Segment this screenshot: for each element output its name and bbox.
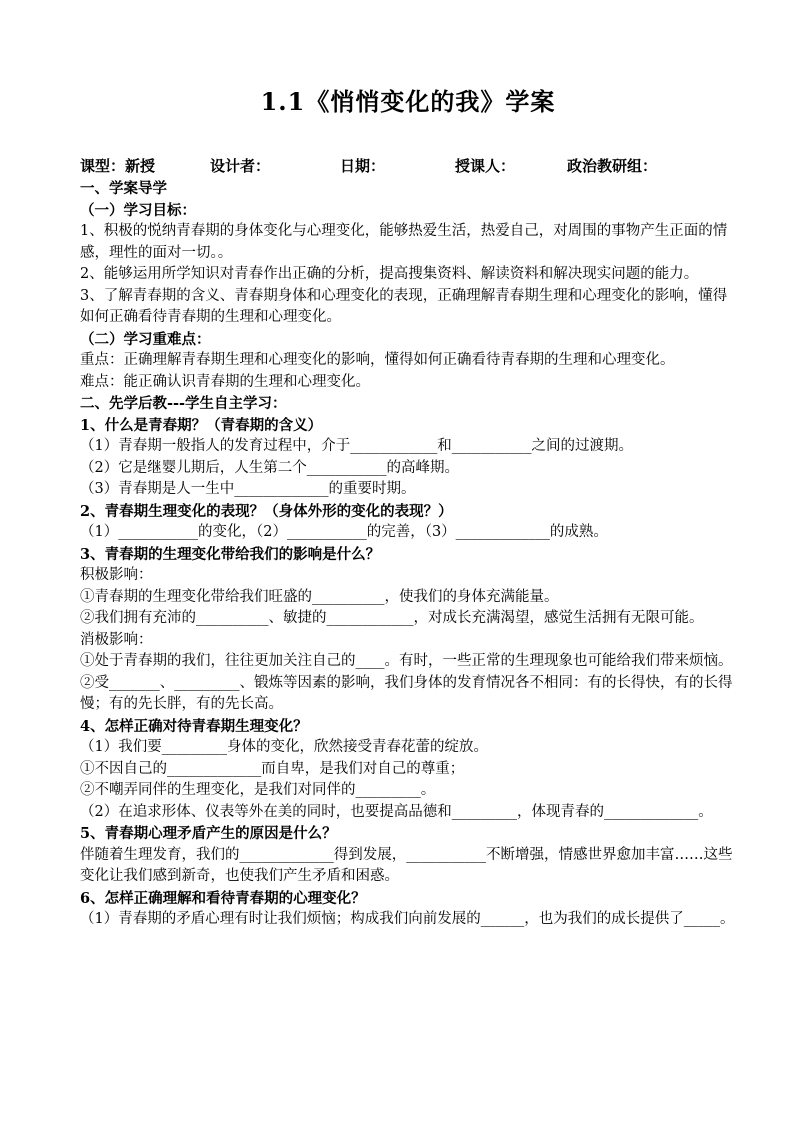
meta-row <box>80 154 736 178</box>
text-line: ②我们拥有充沛的__________、敏捷的____________，对成长充满渴望，感觉生活拥有无限可能。 <box>80 610 704 626</box>
section-heading: 5、青春期心理矛盾产生的原因是什么？ <box>80 825 337 842</box>
section-heading: （二）学习重难点： <box>80 330 211 348</box>
section-heading: 二、先学后教---学生自主学习： <box>80 395 287 412</box>
designer: 设计者： <box>210 157 271 175</box>
text-line: （2）在追求形体、仪表等外在美的同时，也要提高品德和_________，体现青春的_____________。 <box>80 803 713 820</box>
section-heading: 一、学案导学 <box>80 180 167 197</box>
text-line: ②不嘲弄同伴的生理变化，是我们对同伴的_________。 <box>80 782 436 798</box>
section-heading: 1、什么是青春期？（青春期的含义） <box>80 416 323 434</box>
page-title: 1.1《悄悄变化的我》学案 <box>260 87 556 116</box>
text-line: ①处于青春期的我们，往往更加关注自己的____。有时，一些正常的生理现象也可能给我们带来烦恼。 <box>80 653 733 669</box>
text-line: 1、积极的悦纳青春期的身体变化与心理变化，能够热爱生活，热爱自己，对周围的事物产生正面的情感，理性的面对一切。。 <box>80 223 728 261</box>
text-line: ①青春期的生理变化带给我们旺盛的__________，使我们的身体充满能量。 <box>80 588 559 605</box>
text-line: ②受_______、_________、锻炼等因素的影响，我们身体的发育情况各不相同：有的长得快，有的长得慢；有的先长胖，有的先长高。 <box>80 674 733 712</box>
section-heading: 4、怎样正确对待青春期生理变化？ <box>80 717 308 735</box>
text-line: 伴随着生理发育，我们的_____________得到发展，___________不断增强，情感世界愈加丰富……这些变化让我们感到新奇，也使我们产生矛盾和困惑。 <box>80 846 733 884</box>
section-heading: 3、青春期的生理变化带给我们的影响是什么？ <box>80 545 381 563</box>
section-heading: （一）学习目标： <box>80 201 196 219</box>
text-line: （1）青春期一般指人的发育过程中，介于____________和___________之间的过渡期。 <box>80 438 633 454</box>
text-line: （2）它是继婴儿期后，人生第二个___________的高峰期。 <box>80 459 459 476</box>
text-line: 消极影响： <box>80 631 153 648</box>
text-line: 重点：正确理解青春期生理和心理变化的影响，懂得如何正确看待青春期的生理和心理变化。 <box>80 352 675 368</box>
text-line: （1）我们要_________身体的变化，欣然接受青春花蕾的绽放。 <box>80 739 488 755</box>
course-type: 课型：新授 <box>80 157 156 175</box>
text-line: （1）青春期的矛盾心理有时让我们烦恼；构成我们向前发展的______，也为我们的成长提供了_____。 <box>80 911 735 927</box>
text-line: 2、能够运用所学知识对青春作出正确的分析，提高搜集资料、解读资料和解决现实问题的能力。 <box>80 266 699 282</box>
text-line: 积极影响： <box>80 567 153 583</box>
text-line: （1）___________的变化，（2）___________的完善，（3）_____________的成熟。 <box>80 524 608 540</box>
teacher: 授课人： <box>455 157 516 175</box>
text-line: （3）青春期是人一生中_____________的重要时期。 <box>80 481 416 497</box>
section-heading: 2、青春期生理变化的表现？（身体外形的变化的表现？） <box>80 502 453 520</box>
worksheet-body <box>80 178 736 931</box>
text-line: 难点：能正确认识青春期的生理和心理变化。 <box>80 373 370 390</box>
text-line: 3、了解青春期的含义、青春期身体和心理变化的表现，正确理解青春期生理和心理变化的影响，懂得如何正确看待青春期的生理和心理变化。 <box>80 287 728 325</box>
date: 日期： <box>340 157 386 175</box>
group: 政治教研组： <box>567 157 658 175</box>
section-heading: 6、怎样正确理解和看待青春期的心理变化？ <box>80 889 366 907</box>
text-line: ①不因自己的_____________而自卑，是我们对自己的尊重； <box>80 760 465 777</box>
